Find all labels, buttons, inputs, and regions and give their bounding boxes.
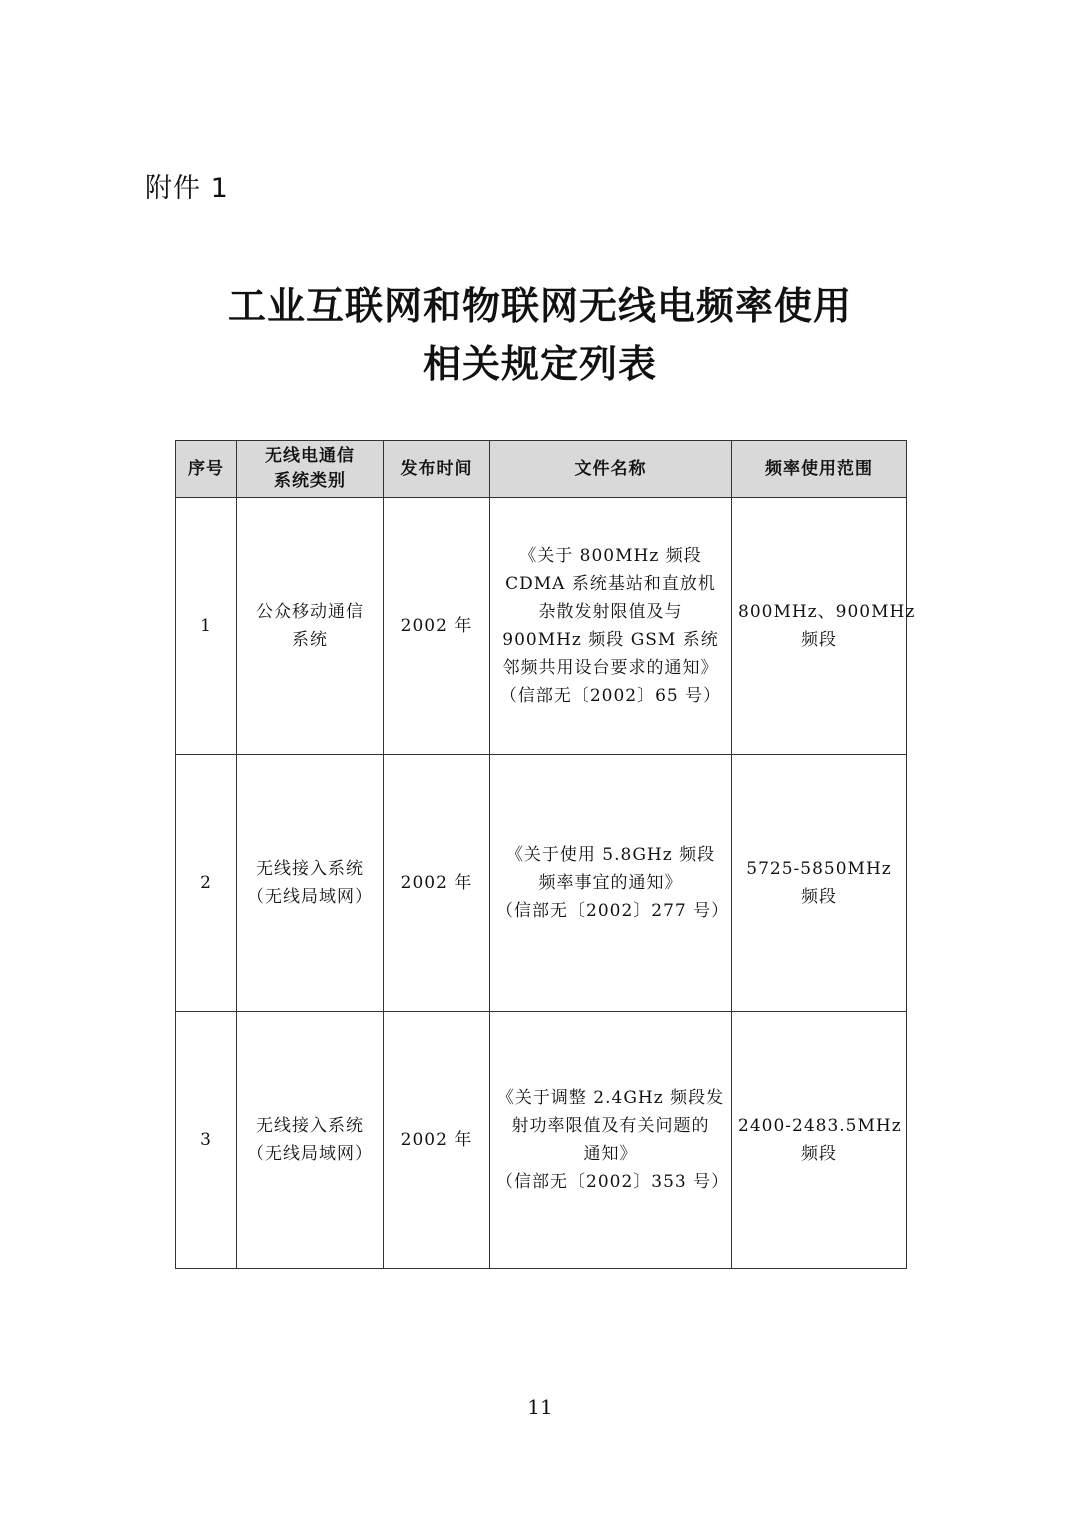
table-row [176,498,907,755]
header-document: 文件名称 [490,441,732,498]
cell-range [732,1012,907,1269]
cell-line: 系统 [292,630,328,650]
cell-line: （信部无〔2002〕353 号） [496,1172,730,1192]
header-index: 序号 [176,441,237,498]
cell-line: 无线接入系统 [256,859,364,879]
cell-document [490,755,732,1012]
cell-line: 射功率限值及有关问题的 [511,1116,710,1136]
header-category-line2: 系统类别 [274,471,346,491]
attachment-label: 附件 1 [145,173,229,204]
table-header-row [176,441,907,498]
cell-range [732,755,907,1012]
cell-date: 2002 年 [384,1012,490,1269]
cell-line: 800MHz、900MHz [738,602,916,622]
cell-category [237,498,384,755]
table-row [176,1012,907,1269]
cell-line: 900MHz 频段 GSM 系统 [502,630,719,650]
cell-line: 《关于使用 5.8GHz 频段 [505,845,716,865]
cell-category [237,755,384,1012]
header-category-line1: 无线电通信 [265,446,355,466]
cell-line: CDMA 系统基站和直放机 [505,574,716,594]
cell-line: 频段 [801,630,837,650]
cell-index: 1 [176,498,237,755]
cell-line: 《关于 800MHz 频段 [519,546,702,566]
cell-line: （无线局域网） [247,887,373,907]
cell-document [490,1012,732,1269]
header-date: 发布时间 [384,441,490,498]
cell-line: 2400-2483.5MHz [738,1116,902,1136]
cell-line: 频率事宜的通知》 [538,873,683,893]
table-row [176,755,907,1012]
cell-line: 通知》 [583,1144,638,1164]
cell-line: （无线局域网） [247,1144,373,1164]
cell-document [490,498,732,755]
page-number: 11 [527,1395,553,1419]
cell-index: 2 [176,755,237,1012]
cell-date: 2002 年 [384,498,490,755]
cell-line: 频段 [801,887,837,907]
cell-line: 无线接入系统 [256,1116,364,1136]
cell-line: 5725-5850MHz [746,859,892,879]
cell-line: （信部无〔2002〕277 号） [496,901,730,921]
cell-line: 公众移动通信 [256,602,364,622]
cell-index: 3 [176,1012,237,1269]
regulation-table [175,440,916,1269]
header-category [237,441,384,498]
cell-line: （信部无〔2002〕65 号） [499,686,722,706]
document-title-line2: 相关规定列表 [422,342,657,386]
header-range: 频率使用范围 [732,441,907,498]
cell-date: 2002 年 [384,755,490,1012]
cell-range [732,498,916,755]
cell-line: 杂散发射限值及与 [538,602,683,622]
cell-line: 邻频共用设台要求的通知》 [502,658,719,678]
document-title-line1: 工业互联网和物联网无线电频率使用 [227,284,852,328]
cell-line: 《关于调整 2.4GHz 频段发 [496,1088,725,1108]
cell-line: 频段 [801,1144,837,1164]
cell-category [237,1012,384,1269]
